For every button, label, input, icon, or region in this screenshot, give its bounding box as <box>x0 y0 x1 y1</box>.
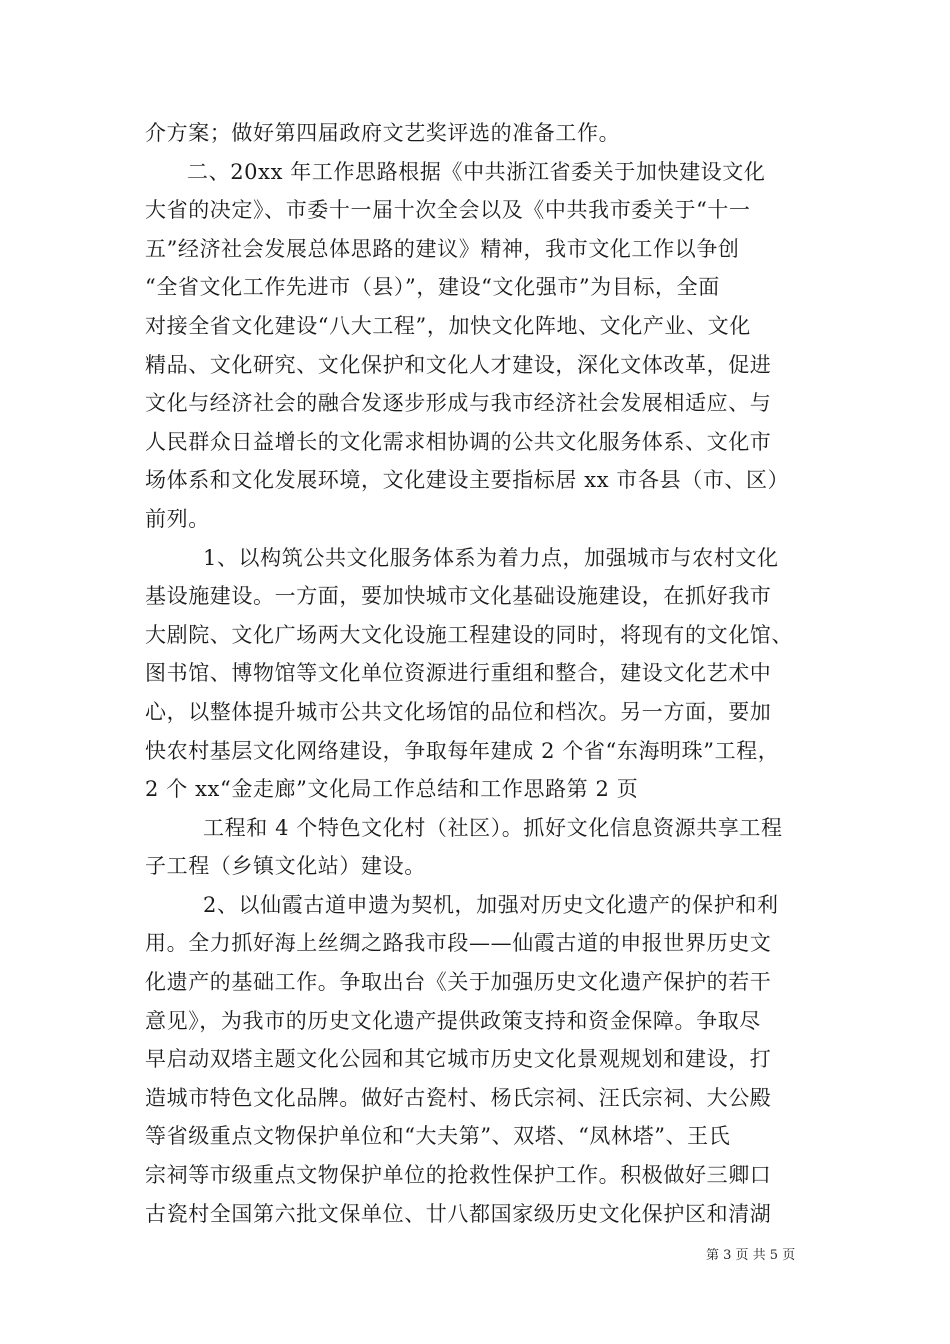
text-line: 工程和 4 个特色文化村（社区）。抓好文化信息资源共享工程 <box>203 815 783 840</box>
text-line: 快农村基层文化网络建设，争取每年建成 2 个省“东海明珠”工程， <box>145 738 780 763</box>
text-line: 古瓷村全国第六批文保单位、廿八都国家级历史文化保护区和清湖 <box>145 1201 772 1226</box>
text-line: 子工程（乡镇文化站）建设。 <box>145 854 426 879</box>
document-body <box>145 114 813 1233</box>
text-line: 精品、文化研究、文化保护和文化人才建设，深化文体改革，促进 <box>145 352 772 377</box>
text-line: 图书馆、博物馆等文化单位资源进行重组和整合，建设文化艺术中 <box>145 661 772 686</box>
text-line: 化遗产的基础工作。争取出台《关于加强历史文化遗产保护的若干 <box>145 970 772 995</box>
page-number-footer: 第 3 页 共 5 页 <box>706 1248 796 1263</box>
text-line: 前列。 <box>145 506 210 531</box>
text-line: 介方案；做好第四届政府文艺奖评选的准备工作。 <box>145 121 621 145</box>
text-line: 2、以仙霞古道申遗为契机，加强对历史文化遗产的保护和利 <box>203 892 779 917</box>
text-line: 基设施建设。一方面，要加快城市文化基础设施建设，在抓好我市 <box>145 584 772 609</box>
text-line: 2 个 xx“金走廊”文化局工作总结和工作思路第 2 页 <box>145 777 639 802</box>
text-line: 人民群众日益增长的文化需求相协调的公共文化服务体系、文化市 <box>145 429 772 454</box>
text-line: 五”经济社会发展总体思路的建议》精神，我市文化工作以争创 <box>145 236 740 261</box>
text-line: 造城市特色文化品牌。做好古瓷村、杨氏宗祠、汪氏宗祠、大公殿 <box>145 1085 772 1110</box>
text-line: 意见》，为我市的历史文化遗产提供政策支持和资金保障。争取尽 <box>145 1008 761 1033</box>
text-line: 等省级重点文物保护单位和“大夫第”、双塔、“凤林塔”、王氏 <box>145 1124 731 1149</box>
text-line: 大剧院、文化广场两大文化设施工程建设的同时，将现有的文化馆、 <box>145 622 793 647</box>
text-line: 文化与经济社会的融合发逐步形成与我市经济社会发展相适应、与 <box>145 391 772 416</box>
text-line: 大省的决定》、市委十一届十次全会以及《中共我市委关于“十一 <box>145 198 751 223</box>
text-line: 早启动双塔主题文化公园和其它城市历史文化景观规划和建设，打 <box>145 1047 772 1072</box>
text-line: 宗祠等市级重点文物保护单位的抢救性保护工作。积极做好三卿口 <box>145 1163 772 1188</box>
text-line: “全省文化工作先进市（县）”，建设“文化强市”为目标，全面 <box>145 275 720 300</box>
text-line: 心，以整体提升城市公共文化场馆的品位和档次。另一方面，要加 <box>145 699 772 724</box>
text-line: 场体系和文化发展环境，文化建设主要指标居 xx 市各县（市、区） <box>145 468 790 493</box>
text-line: 对接全省文化建设“八大工程”，加快文化阵地、文化产业、文化 <box>145 313 751 338</box>
text-line: 用。全力抓好海上丝绸之路我市段——仙霞古道的申报世界历史文 <box>145 931 772 956</box>
text-line: 二、20xx 年工作思路根据《中共浙江省委关于加快建设文化 <box>187 159 766 184</box>
text-line: 1、以构筑公共文化服务体系为着力点，加强城市与农村文化 <box>203 545 779 570</box>
